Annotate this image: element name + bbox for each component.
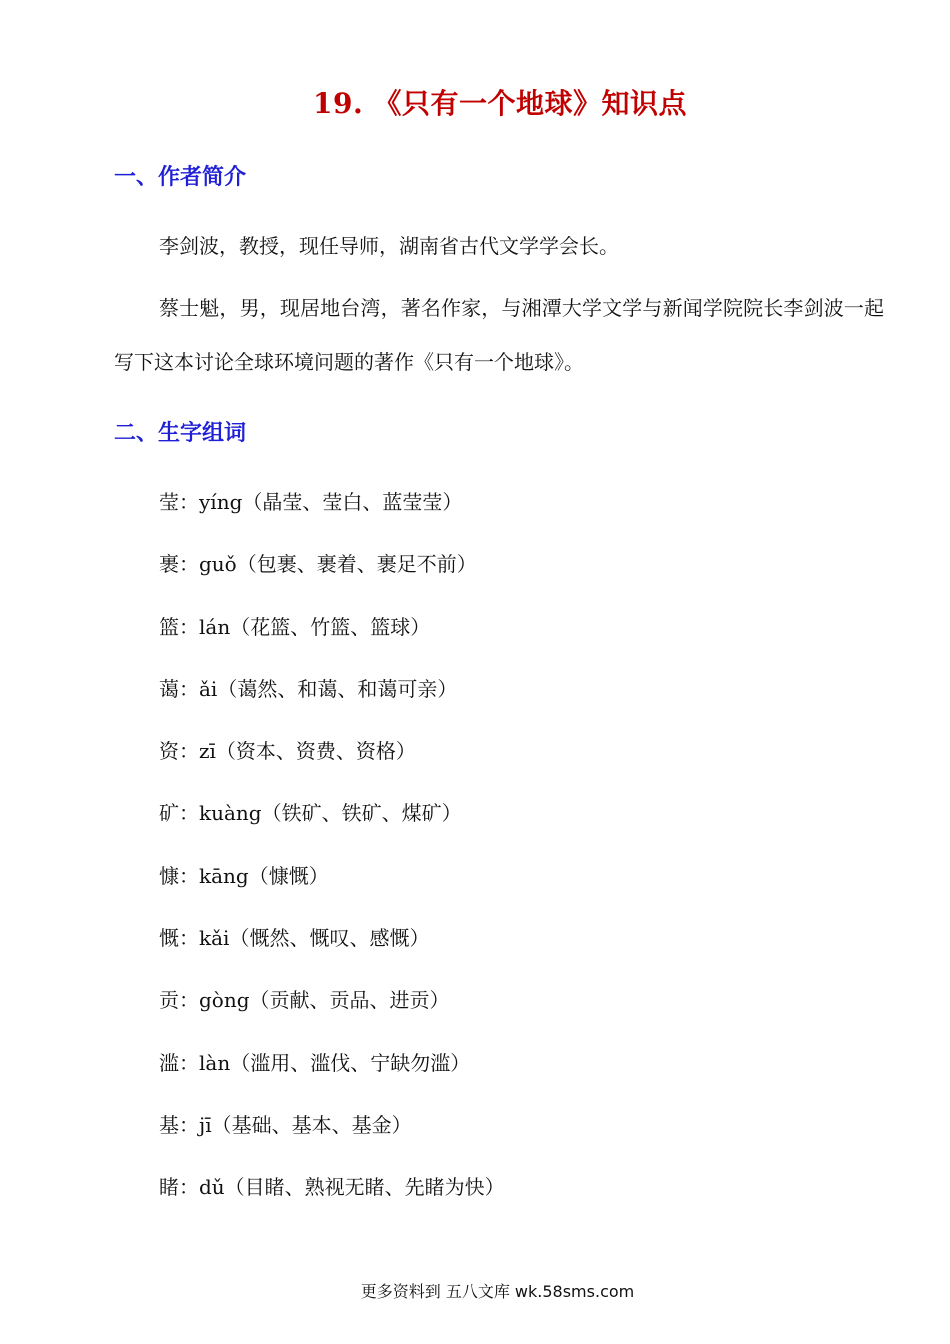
list-item: 贡：gòng（贡献、贡品、进贡） [159, 988, 450, 1013]
list-item: 基：jī（基础、基本、基金） [159, 1112, 412, 1137]
list-item: 睹：dǔ（目睹、熟视无睹、先睹为快） [159, 1175, 505, 1200]
list-item: 矿：kuàng（铁矿、铁矿、煤矿） [159, 801, 462, 826]
section-heading-author: 一、作者简介 [114, 164, 247, 190]
list-item: 蔼：ǎi（蔼然、和蔼、和蔼可亲） [159, 676, 458, 701]
section-heading-vocabulary: 二、生字组词 [114, 420, 247, 446]
list-item: 慷：kāng（慷慨） [159, 863, 329, 888]
list-item: 裹：guǒ（包裹、裹着、裹足不前） [159, 552, 477, 577]
footer-link[interactable]: 更多资料到 五八文库 wk.58sms.com [360, 1282, 635, 1301]
list-item: 滥：làn（滥用、滥伐、宁缺勿滥） [159, 1050, 471, 1075]
list-item: 篮：lán（花篮、竹篮、篮球） [159, 614, 431, 639]
list-item: 莹：yíng（晶莹、莹白、蓝莹莹） [159, 490, 463, 514]
vocabulary-list [159, 482, 505, 1230]
author-paragraph-2: 蔡士魁，男，现居地台湾，著名作家，与湘潭大学文学与新闻学院院长李剑波一起写下这本讨论全球环境问题的著作《只有一个地球》。 [114, 296, 884, 374]
list-item: 资：zī（资本、资费、资格） [159, 739, 416, 764]
author-paragraph-1: 李剑波，教授，现任导师，湖南省古代文学学会长。 [159, 234, 619, 258]
list-item: 慨：kǎi（慨然、慨叹、感慨） [159, 926, 430, 951]
page-title: 19. 《只有一个地球》知识点 [313, 87, 687, 120]
